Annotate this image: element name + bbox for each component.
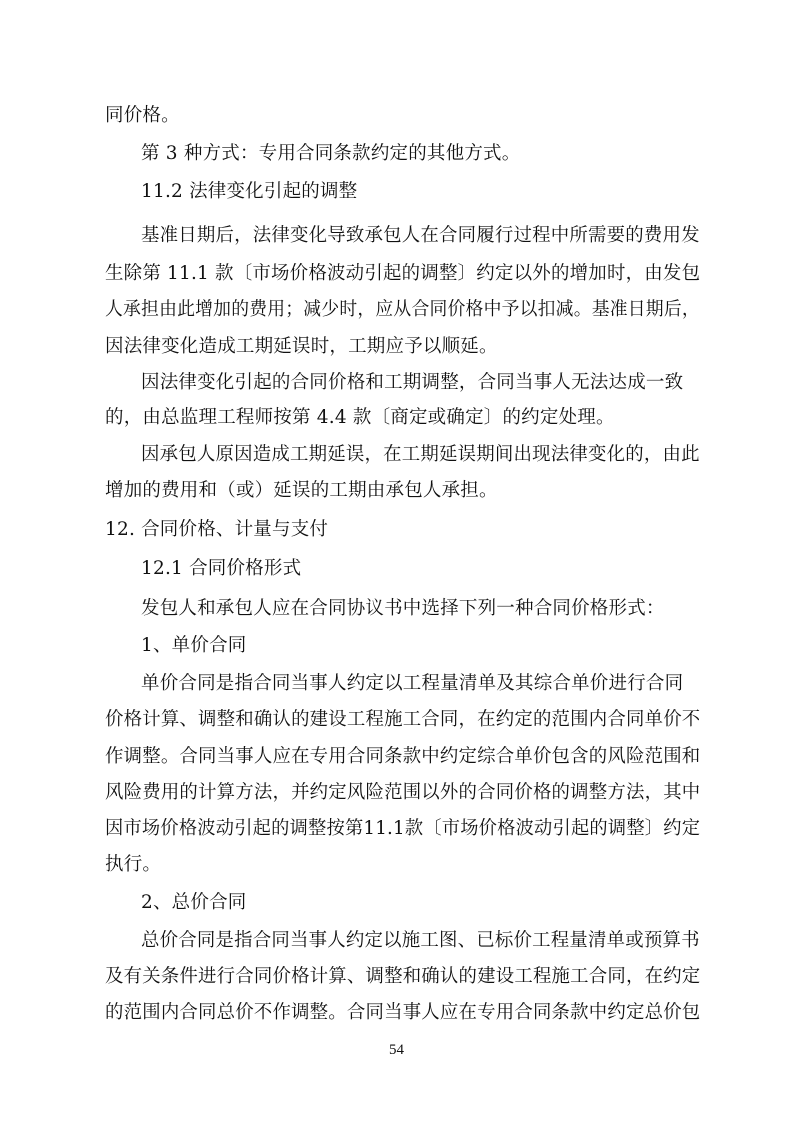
text-line: 因市场价格波动引起的调整按第11.1款〔市场价格波动引起的调整〕约定 — [105, 818, 701, 839]
section-heading: 11.2 法律变化引起的调整 — [141, 181, 358, 202]
text-line: 因承包人原因造成工期延误，在工期延误期间出现法律变化的，由此 — [141, 444, 700, 465]
text-line: 因法律变化造成工期延误时，工期应予以顺延。 — [105, 336, 498, 357]
text-line: 价格计算、调整和确认的建设工程施工合同，在约定的范围内合同单价不 — [105, 709, 701, 730]
text-line: 第 3 种方式：专用合同条款约定的其他方式。 — [141, 143, 521, 164]
text-line: 生除第 11.1 款〔市场价格波动引起的调整〕约定以外的增加时，由发包 — [105, 263, 701, 284]
text-line: 同价格。 — [105, 105, 180, 126]
text-line: 发包人和承包人应在合同协议书中选择下列一种合同价格形式： — [141, 598, 665, 619]
text-line: 执行。 — [105, 854, 162, 875]
text-line: 单价合同是指合同当事人约定以工程量清单及其综合单价进行合同 — [141, 673, 684, 694]
text-line: 因法律变化引起的合同价格和工期调整，合同当事人无法达成一致 — [141, 372, 684, 393]
text-line: 基准日期后，法律变化导致承包人在合同履行过程中所需要的费用发 — [141, 225, 700, 246]
text-line: 风险费用的计算方法，并约定风险范围以外的合同价格的调整方法，其中 — [105, 782, 701, 803]
subsection-heading: 1、单价合同 — [141, 635, 247, 656]
text-line: 的，由总监理工程师按第 4.4 款〔商定或确定〕的约定处理。 — [105, 407, 615, 428]
text-line: 及有关条件进行合同价格计算、调整和确认的建设工程施工合同，在约定 — [105, 966, 701, 987]
section-heading: 12.1 合同价格形式 — [141, 558, 302, 579]
text-line: 人承担由此增加的费用；减少时，应从合同价格中予以扣减。基准日期后， — [105, 299, 700, 320]
section-heading: 12. 合同价格、计量与支付 — [105, 519, 329, 540]
text-line: 总价合同是指合同当事人约定以施工图、已标价工程量清单或预算书 — [141, 930, 700, 951]
page-number: 54 — [389, 1042, 404, 1058]
text-line: 的范围内合同总价不作调整。合同当事人应在专用合同条款中约定总价包 — [105, 1002, 701, 1023]
text-line: 增加的费用和（或）延误的工期由承包人承担。 — [105, 480, 498, 501]
text-line: 作调整。合同当事人应在专用合同条款中约定综合单价包含的风险范围和 — [105, 746, 701, 767]
subsection-heading: 2、总价合同 — [141, 892, 247, 913]
